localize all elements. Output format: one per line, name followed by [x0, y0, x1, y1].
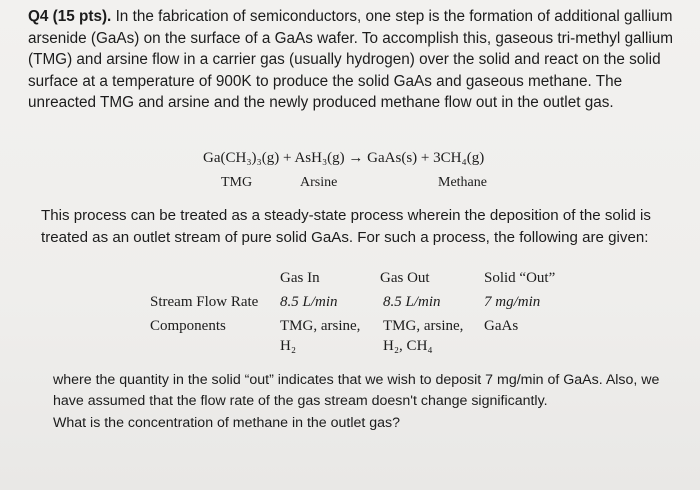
note-paragraph: where the quantity in the solid “out” indicates that we wish to deposit 7 mg/min of GaAs. Also, we have assumed that the flow rate of the gas stream doesn't change significantly.: [53, 372, 660, 409]
question-paragraph: [28, 6, 678, 114]
label-tmg: TMG: [221, 175, 253, 190]
label-methane: Methane: [438, 175, 487, 190]
components-gas-in-2: H₂: [280, 338, 297, 354]
plus-sign: +: [420, 150, 430, 166]
reactant-tmg: Ga(CH₃)₃(g): [203, 150, 280, 166]
flow-gas-out: 8.5 L/min: [383, 294, 441, 310]
components-gas-out-1: TMG, arsine,: [383, 318, 464, 334]
flow-gas-in: 8.5 L/min: [280, 294, 338, 310]
reactant-arsine: AsH₃(g): [294, 150, 345, 166]
flow-solid-out: 7 mg/min: [484, 294, 541, 310]
components-gas-out-2: H₂, CH₄: [383, 338, 433, 354]
question-label: Q4 (15 pts).: [28, 8, 112, 25]
question-ask: What is the concentration of methane in the outlet gas?: [53, 415, 401, 431]
product-methane: 3CH₄(g): [433, 150, 485, 166]
header-gas-out: Gas Out: [380, 270, 430, 286]
plus-sign: +: [283, 150, 292, 166]
header-gas-in: Gas In: [280, 270, 320, 286]
header-solid-out: Solid “Out”: [484, 270, 556, 286]
row-label-flow-rate: Stream Flow Rate: [150, 294, 259, 310]
components-solid-out: GaAs: [484, 318, 519, 334]
row-label-components: Components: [150, 318, 226, 334]
reaction-arrow-icon: →: [348, 150, 364, 166]
product-gaas: GaAs(s): [367, 150, 418, 166]
question-text: In the fabrication of semiconductors, one step is the formation of additional gallium arsenide (GaAs) on the surface of a GaAs wafer. To accomplish this, gaseous tri-methyl gallium (TMG) and arsine flow in a carrier gas (usually hydrogen) over the solid and react on the solid surface at a temperature of 900K to produce the solid GaAs and gaseous methane. The unreacted TMG and arsine and the newly produced methane flow out in the outlet gas.: [28, 8, 674, 111]
components-gas-in-1: TMG, arsine,: [280, 318, 361, 334]
label-arsine: Arsine: [300, 175, 338, 190]
process-paragraph: This process can be treated as a steady-state process wherein the deposition of the solid is treated as an outlet stream of pure solid GaAs. For such a process, the following are given:: [41, 207, 651, 246]
reaction-equation: [203, 150, 484, 167]
